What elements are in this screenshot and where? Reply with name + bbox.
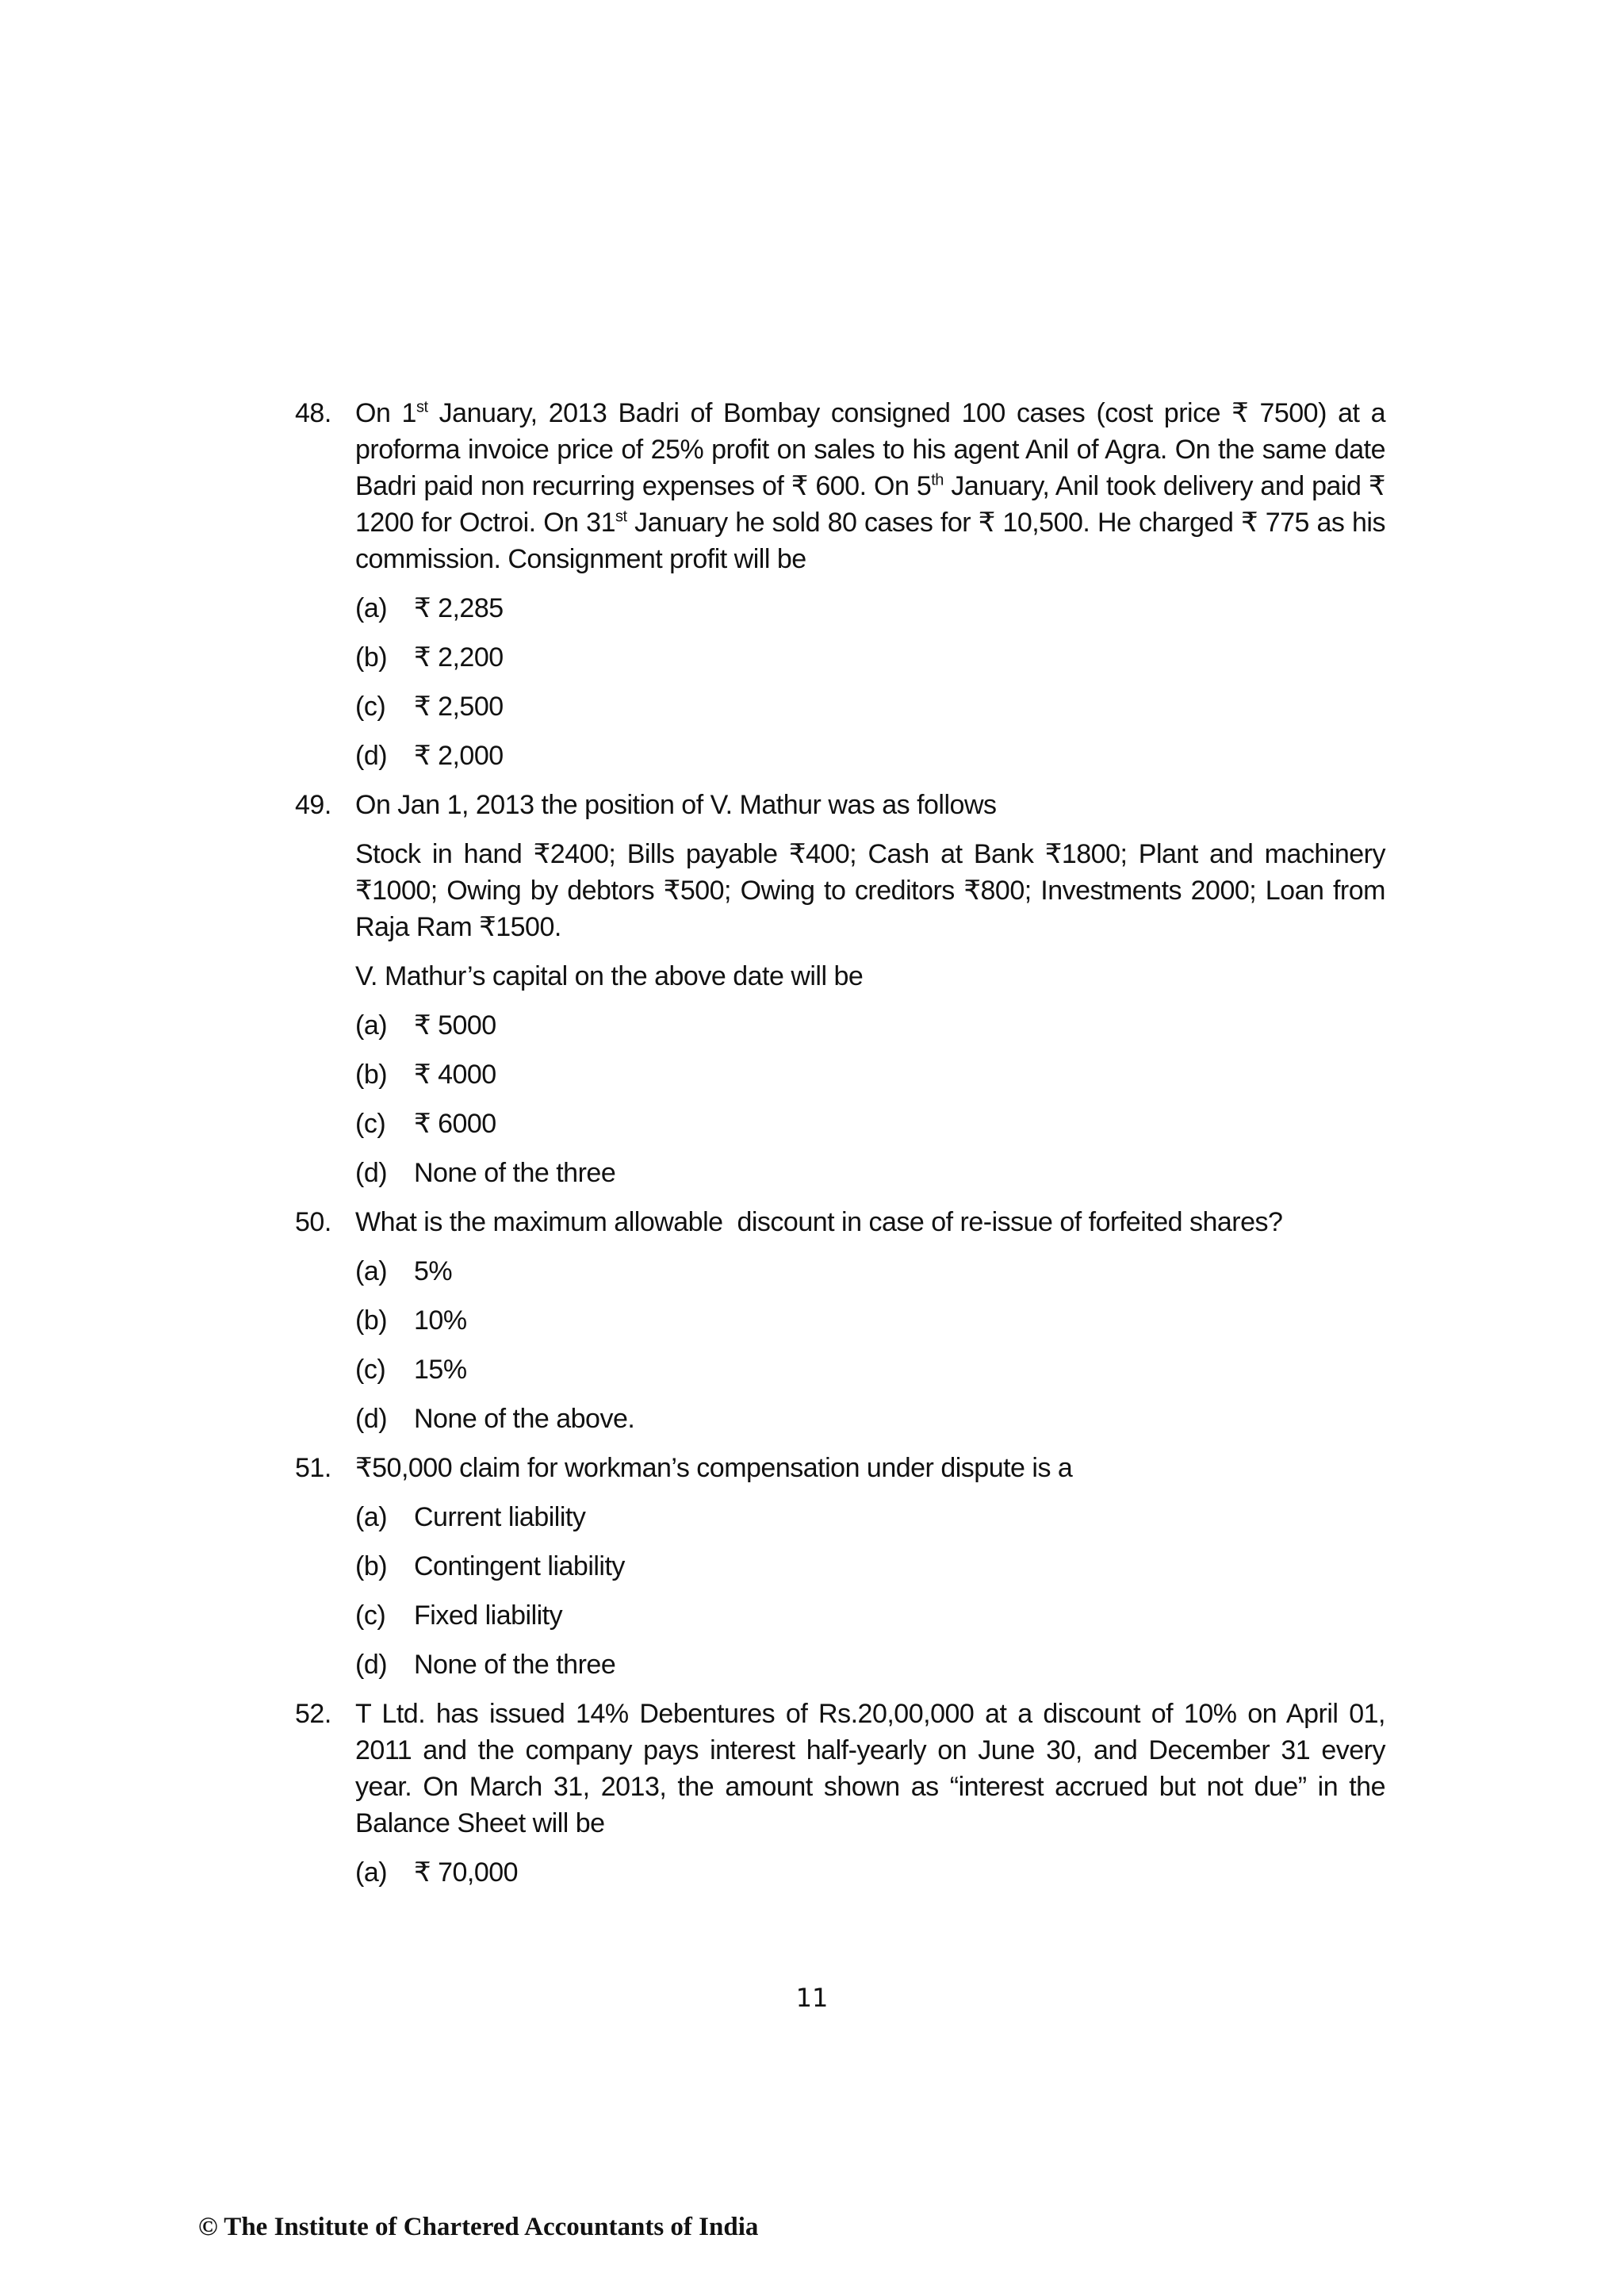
option-c [355,1597,1385,1634]
option-label: (c) [355,1355,386,1385]
option-a [355,1854,1385,1891]
question-details: Stock in hand ₹2400; Bills payable ₹400; Cash at Bank ₹1800; Plant and machinery ₹1000; Owing by debtors ₹500; Owing to creditors ₹800; Investments 2000; Loan from Raja Ram ₹1500. [355,839,1385,942]
copyright-footer: © The Institute of Chartered Accountants of India [198,2213,759,2241]
option-b [355,1548,1385,1585]
option-text: None of the three [414,1650,616,1680]
question-text-part: January, 2013 Badri of Bombay consigned 100 cases (cost price ₹ 7500) at a proforma invoice price of 25% profit on sales to his agent Anil of Agra. On the same date Badri paid non recurring expenses of ₹ 600. On 5 [355,398,1385,501]
question-49 [295,787,1385,1191]
option-label: (a) [355,593,388,623]
option-b [355,639,1385,676]
option-a [355,590,1385,627]
option-text: ₹ 2,500 [414,692,504,722]
option-text: Contingent liability [414,1551,625,1581]
option-label: (d) [355,1158,388,1188]
option-text: ₹ 70,000 [414,1857,519,1888]
option-text: Current liability [414,1502,586,1532]
question-text: ₹50,000 claim for workman’s compensation under dispute is a [355,1453,1073,1483]
ordinal-superscript: st [416,398,428,416]
option-a [355,1007,1385,1044]
option-label: (a) [355,1857,388,1888]
option-b [355,1302,1385,1339]
option-d [355,1401,1385,1437]
ordinal-superscript: st [615,508,627,526]
option-c [355,1106,1385,1142]
question-52 [295,1696,1385,1891]
option-text: None of the three [414,1158,616,1188]
option-label: (a) [355,1256,388,1286]
option-text: Fixed liability [414,1600,563,1631]
question-text [355,395,1385,577]
option-label: (c) [355,1600,386,1631]
page-number: 11 [795,1983,829,2013]
option-a [355,1253,1385,1290]
question-number: 52. [295,1699,331,1729]
option-label: (a) [355,1502,388,1532]
option-text: None of the above. [414,1404,635,1434]
question-number: 49. [295,790,331,820]
option-d [355,1646,1385,1683]
question-text: On Jan 1, 2013 the position of V. Mathur was as follows [355,790,997,820]
option-text: 10% [414,1305,467,1336]
question-text-part: January he sold 80 cases for ₹ 10,500. He charged ₹ 775 as his commission. Consignment profit will be [355,508,1385,574]
question-48 [295,395,1385,774]
option-c [355,1351,1385,1388]
option-d [355,738,1385,774]
option-text: ₹ 2,200 [414,642,504,673]
option-label: (b) [355,642,388,673]
option-label: (d) [355,741,388,771]
option-text: 15% [414,1355,467,1385]
option-label: (b) [355,1305,388,1336]
option-label: (d) [355,1650,388,1680]
question-prompt: V. Mathur’s capital on the above date will be [355,961,864,991]
option-label: (c) [355,692,386,722]
option-text: ₹ 4000 [414,1060,496,1090]
question-number: 48. [295,398,331,428]
option-label: (b) [355,1551,388,1581]
option-text: ₹ 2,000 [414,741,504,771]
option-text: 5% [414,1256,453,1286]
question-text: T Ltd. has issued 14% Debentures of Rs.20,00,000 at a discount of 10% on April 01, 2011 and the company pays interest half-yearly on June 30, and December 31 every year. On March 31, 2013, the amount shown as “interest accrued but not due” in the Balance Sheet will be [355,1699,1385,1838]
option-label: (c) [355,1109,386,1139]
question-51 [295,1450,1385,1683]
question-text: What is the maximum allowable discount in case of re-issue of forfeited shares? [355,1207,1283,1237]
option-d [355,1155,1385,1191]
option-a [355,1499,1385,1535]
option-text: ₹ 5000 [414,1010,496,1041]
question-text-part: On 1 [355,398,416,428]
question-50 [295,1204,1385,1437]
option-text: ₹ 2,285 [414,593,504,623]
option-label: (d) [355,1404,388,1434]
option-c [355,688,1385,725]
option-label: (b) [355,1060,388,1090]
option-label: (a) [355,1010,388,1041]
question-text-part: January, Anil took delivery and paid ₹ 1200 for Octroi. On 31 [355,471,1385,538]
question-number: 50. [295,1207,331,1237]
ordinal-superscript: th [931,471,944,489]
option-b [355,1056,1385,1093]
option-text: ₹ 6000 [414,1109,496,1139]
question-number: 51. [295,1453,331,1483]
question-list [295,395,1385,1903]
